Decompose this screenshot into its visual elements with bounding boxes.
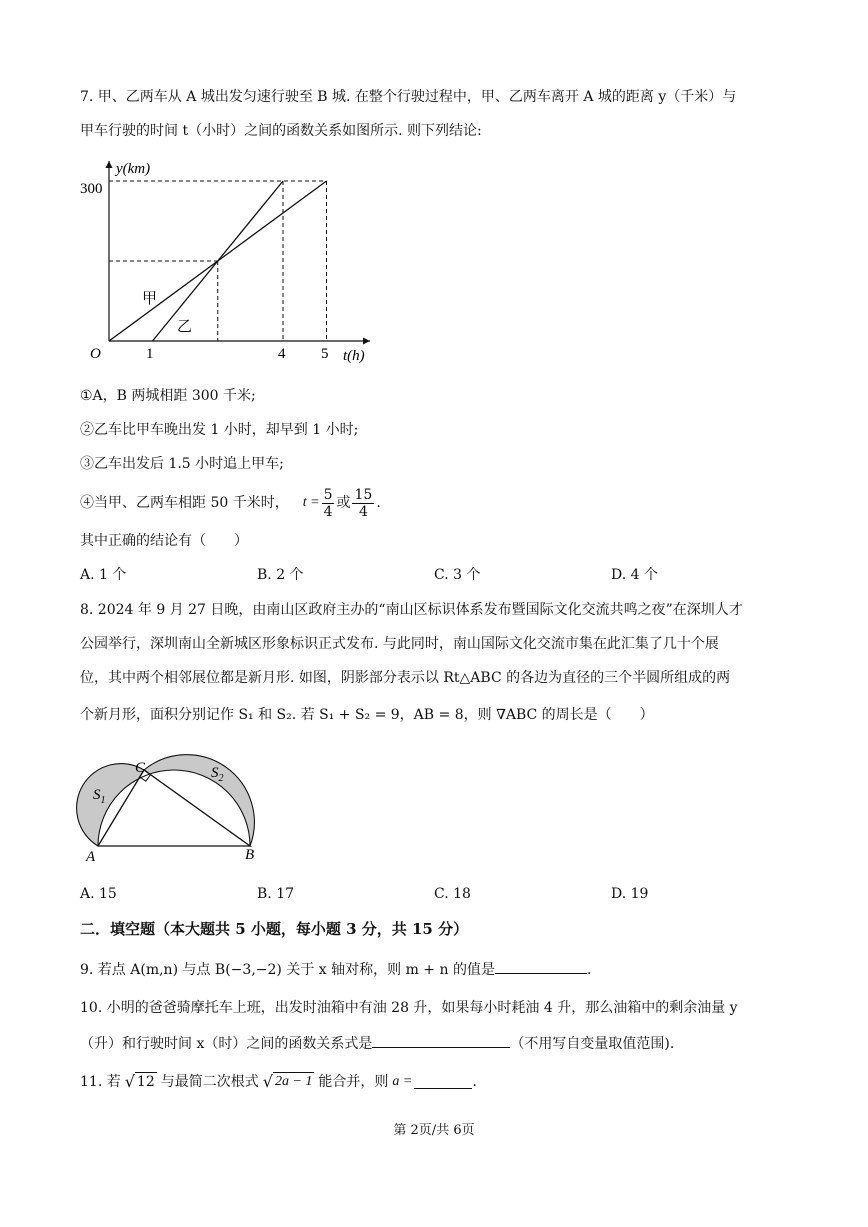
q7-option-c: C. 3 个 bbox=[434, 567, 481, 583]
q8-line3: 位，其中两个相邻展位都是新月形. 如图，阴影部分表示以 Rt△ABC 的各边为直径的三个半圆所组成的两 bbox=[80, 670, 731, 686]
page-footer: 第 2页/共 6页 bbox=[393, 1123, 475, 1138]
label-s2: $S_2$ bbox=[211, 765, 224, 784]
x-tick-1: 1 bbox=[146, 346, 154, 362]
q9 bbox=[80, 959, 591, 979]
q10-line2-a: （升）和行驶时间 x（时）之间的函数关系式是 bbox=[80, 1036, 373, 1052]
q9-answer-blank[interactable] bbox=[495, 959, 587, 974]
q7-s4-prefix: ④当甲、乙两车相距 50 千米时， bbox=[80, 495, 289, 511]
x-tick-4: 4 bbox=[278, 346, 286, 362]
q7-s4-end: . bbox=[376, 495, 381, 511]
radical-sign-icon: √ bbox=[124, 1072, 135, 1091]
sqrt-12 bbox=[125, 1072, 157, 1091]
q8-line1: 8. 2024 年 9 月 27 日晚，由南山区政府主办的“南山区标识体系发布暨国际文化交流共鸣之夜”在深圳人才 bbox=[80, 602, 743, 618]
label-c: C bbox=[135, 760, 146, 776]
q11-var: a = bbox=[392, 1073, 413, 1089]
q7-statement-2: ②乙车比甲车晚出发 1 小时，却早到 1 小时; bbox=[80, 422, 359, 438]
q7-option-d: D. 4 个 bbox=[611, 567, 658, 583]
x-tick-5: 5 bbox=[321, 346, 329, 362]
label-b: B bbox=[245, 847, 255, 863]
q7-s4-t: t = bbox=[302, 495, 320, 510]
q8-option-a: A. 15 bbox=[80, 886, 117, 902]
q9-end: . bbox=[586, 962, 592, 978]
section-2-heading: 二．填空题（本大题共 5 小题，每小题 3 分，共 15 分） bbox=[80, 920, 469, 938]
q11 bbox=[80, 1072, 477, 1091]
sqrt2-radicand: 2a − 1 bbox=[274, 1074, 313, 1089]
q10-line1: 10. 小明的爸爸骑摩托车上班，出发时油箱中有油 28 升，如果每小时耗油 4 升，那么油箱中的剩余油量 y bbox=[80, 1000, 738, 1016]
distance-time-graph bbox=[80, 155, 380, 370]
series-label-jia: 甲 bbox=[142, 291, 158, 307]
frac1-den: 4 bbox=[323, 503, 333, 520]
q7-ask: 其中正确的结论有（ ） bbox=[80, 533, 248, 549]
sqrt-2a-1 bbox=[263, 1072, 315, 1091]
q7-statement-3: ③乙车出发后 1.5 小时追上甲车; bbox=[80, 456, 284, 472]
sqrt1-radicand: 12 bbox=[136, 1074, 155, 1090]
fraction-15-4 bbox=[352, 487, 374, 520]
q11-prefix: 11. 若 bbox=[80, 1073, 121, 1090]
radical-sign-icon: √ bbox=[262, 1072, 273, 1091]
frac2-den: 4 bbox=[358, 503, 368, 520]
fraction-5-4 bbox=[322, 487, 335, 520]
q10-answer-blank[interactable] bbox=[372, 1033, 510, 1048]
q10-line2-b: （不用写自变量取值范围). bbox=[510, 1036, 675, 1052]
q11-mid2: 能合并，则 bbox=[318, 1073, 389, 1090]
q8-line4: 个新月形，面积分别记作 S₁ 和 S₂. 若 S₁ + S₂ = 9，AB = 8，则 ∇ABC 的周长是（ ） bbox=[80, 707, 654, 723]
y-axis-label: y(km) bbox=[116, 161, 151, 177]
q8-option-d: D. 19 bbox=[611, 886, 649, 902]
label-s1: $S_1$ bbox=[93, 787, 106, 806]
q11-answer-blank[interactable] bbox=[414, 1074, 472, 1089]
frac2-num: 15 bbox=[354, 486, 373, 503]
origin-label: O bbox=[90, 346, 101, 362]
q11-mid: 与最简二次根式 bbox=[160, 1073, 259, 1090]
q8-option-c: C. 18 bbox=[434, 886, 471, 902]
q8-option-b: B. 17 bbox=[257, 886, 295, 902]
q11-end: . bbox=[472, 1073, 477, 1090]
x-axis-label: t(h) bbox=[343, 348, 365, 364]
y-tick-300: 300 bbox=[80, 181, 103, 197]
q8-line2: 公园举行，深圳南山全新城区形象标识正式发布. 与此同时，南山国际文化交流市集在此汇集了几十个展 bbox=[80, 636, 719, 652]
label-a: A bbox=[86, 849, 96, 865]
lune-figure bbox=[72, 750, 272, 866]
q7-statement-1: ①A，B 两城相距 300 千米; bbox=[80, 388, 256, 404]
q7-option-b: B. 2 个 bbox=[257, 567, 304, 583]
q7-line1: 7. 甲、乙两车从 A 城出发匀速行驶至 B 城. 在整个行驶过程中，甲、乙两车离开 A 城的距离 y（千米）与 bbox=[80, 89, 737, 105]
frac1-num: 5 bbox=[323, 486, 333, 503]
q7-statement-4 bbox=[80, 485, 381, 521]
q9-text: 9. 若点 A(m,n) 与点 B(−3,−2) 关于 x 轴对称，则 m + n 的值是 bbox=[80, 962, 495, 978]
q7-line2: 甲车行驶的时间 t（小时）之间的函数关系如图所示. 则下列结论: bbox=[80, 123, 482, 139]
q10-line2 bbox=[80, 1033, 674, 1053]
series-label-yi: 乙 bbox=[177, 319, 193, 335]
q7-s4-or: 或 bbox=[336, 495, 351, 511]
q7-option-a: A. 1 个 bbox=[80, 567, 127, 583]
